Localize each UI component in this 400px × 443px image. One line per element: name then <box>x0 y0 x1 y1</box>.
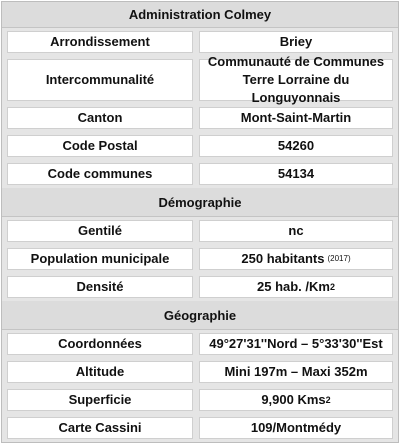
row-densite <box>2 273 398 301</box>
superficie-value: 9,900 Kms 2 <box>199 389 393 411</box>
section-header-geographie <box>2 301 398 330</box>
row-carte-cassini <box>2 414 398 442</box>
row-arrondissement <box>2 28 398 56</box>
code-communes-value: 54134 <box>199 163 393 185</box>
canton-value: Mont-Saint-Martin <box>199 107 393 129</box>
densite-value: 25 hab. /Km 2 <box>199 276 393 298</box>
arrondissement-value: Briey <box>199 31 393 53</box>
intercommunalite-label: Intercommunalité <box>7 59 193 101</box>
superficie-label: Superficie <box>7 389 193 411</box>
carte-cassini-value: 109/Montmédy <box>199 417 393 439</box>
intercommunalite-value-line2: Terre Lorraine du Longuyonnais <box>242 72 350 105</box>
row-intercommunalite <box>2 56 398 104</box>
section-title-administration: Administration Colmey <box>128 7 272 22</box>
code-postal-label: Code Postal <box>7 135 193 157</box>
carte-cassini-label: Carte Cassini <box>7 417 193 439</box>
gentile-label: Gentilé <box>7 220 193 242</box>
row-canton <box>2 104 398 132</box>
superficie-number: 9,900 Kms <box>261 392 326 407</box>
row-superficie <box>2 386 398 414</box>
canton-label: Canton <box>7 107 193 129</box>
row-code-communes <box>2 160 398 188</box>
section-title-geographie: Géographie <box>163 307 237 323</box>
coordonnees-value: 49°27'31''Nord – 5°33'30''Est <box>199 333 393 355</box>
population-label: Population municipale <box>7 248 193 270</box>
section-title-demographie: Démographie <box>158 194 242 210</box>
row-gentile <box>2 217 398 245</box>
coordonnees-label: Coordonnées <box>7 333 193 355</box>
altitude-value: Mini 197m – Maxi 352m <box>199 361 393 383</box>
row-code-postal <box>2 132 398 160</box>
section-header-administration <box>2 2 398 28</box>
gentile-value: nc <box>199 220 393 242</box>
code-communes-label: Code communes <box>7 163 193 185</box>
altitude-label: Altitude <box>7 361 193 383</box>
row-population <box>2 245 398 273</box>
intercommunalite-value <box>199 54 393 105</box>
row-coordonnees <box>2 330 398 358</box>
population-value <box>199 248 393 270</box>
population-year: (2017) <box>327 254 351 263</box>
row-altitude <box>2 358 398 386</box>
intercommunalite-value-line1: Communauté de Communes <box>207 54 385 69</box>
section-header-demographie <box>2 188 398 217</box>
arrondissement-label: Arrondissement <box>7 31 193 53</box>
code-postal-value: 54260 <box>199 135 393 157</box>
densite-number: 25 hab. /Km <box>257 279 330 294</box>
commune-info-table <box>1 1 399 443</box>
densite-label: Densité <box>7 276 193 298</box>
population-count: 250 habitants <box>241 251 325 266</box>
